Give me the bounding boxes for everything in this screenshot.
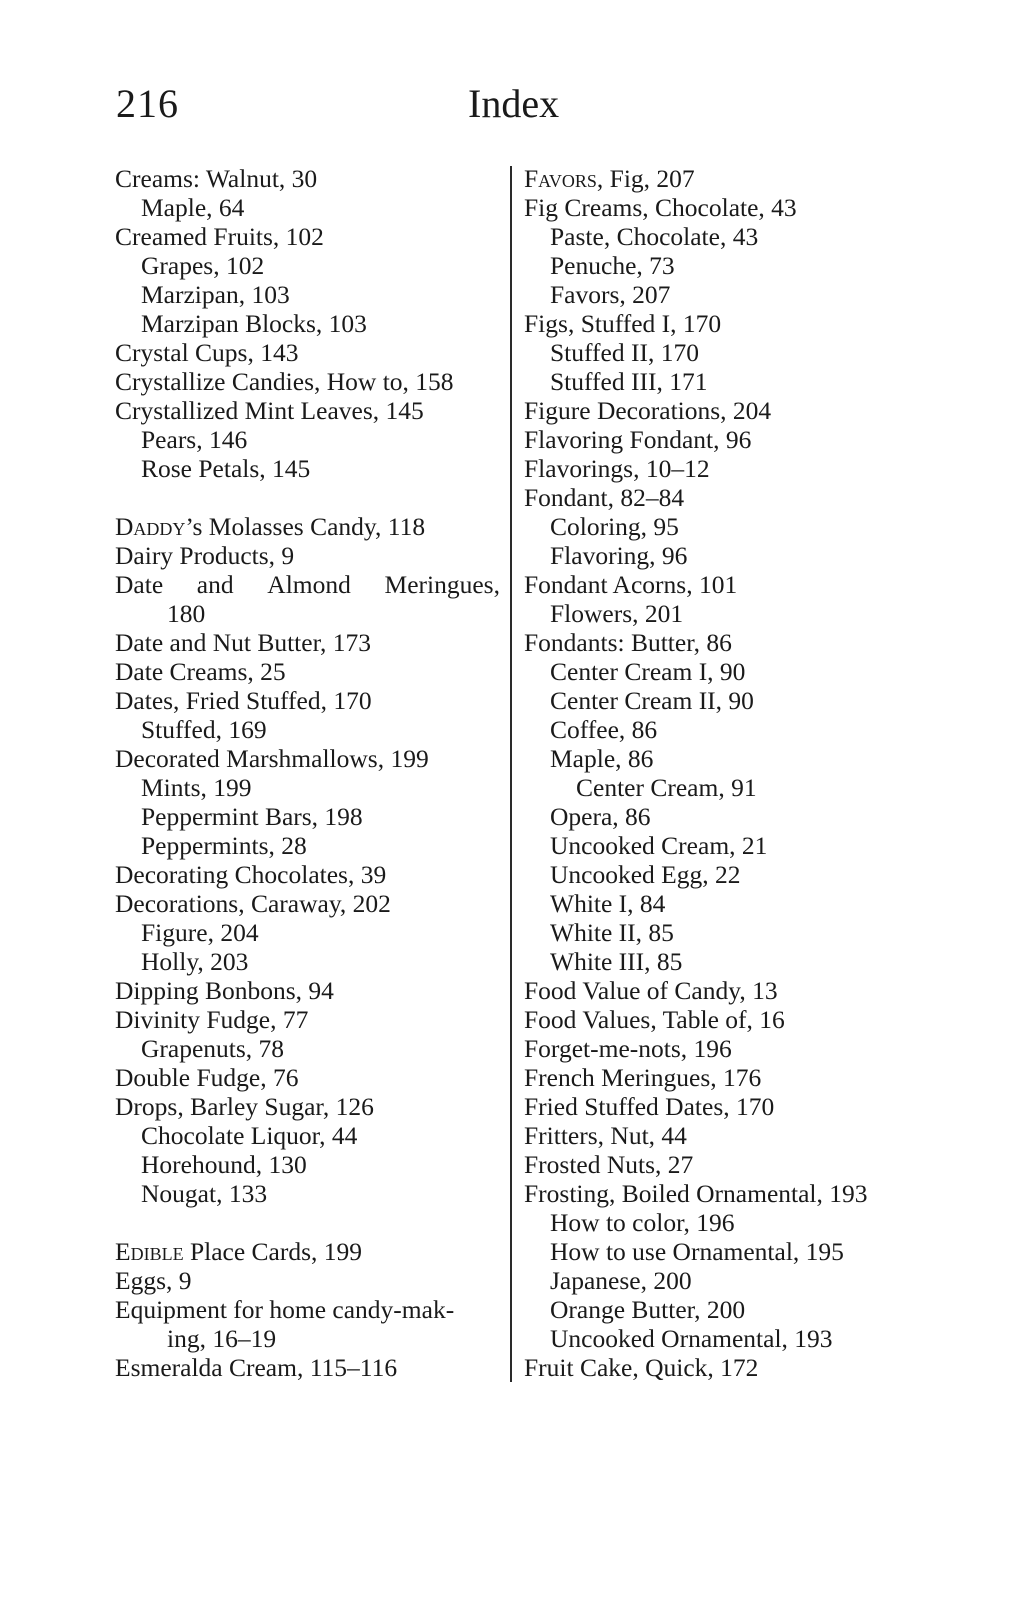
index-entry-text: Penuche, 73 [550,251,675,280]
index-entry-text: Crystallized Mint Leaves, 145 [115,396,424,425]
justified-word: Date [115,570,164,599]
index-entry-text: How to color, 196 [550,1208,735,1237]
index-entry-text: Dairy Products, 9 [115,541,295,570]
index-entry [115,1005,505,1034]
index-entry [115,1034,505,1063]
index-entry [524,715,924,744]
index-entry-text: Place Cards, 199 [183,1237,363,1266]
index-entry [524,541,924,570]
index-entry [115,193,505,222]
index-entry [524,802,924,831]
index-entry [524,454,924,483]
index-entry-text: Center Cream II, 90 [550,686,754,715]
index-entry-text: Food Value of Candy, 13 [524,976,778,1005]
index-entry [524,599,924,628]
index-entry [115,947,505,976]
justified-word: and [196,570,234,599]
index-entry-text: Pears, 146 [141,425,248,454]
index-entry [115,744,505,773]
index-entry-text: Flowers, 201 [550,599,684,628]
index-entry-text: Holly, 203 [141,947,249,976]
index-entry [115,1121,505,1150]
index-entry [115,889,505,918]
index-entry-text: Figure Decorations, 204 [524,396,772,425]
index-entry-text: Fondant, 82–84 [524,483,685,512]
index-entry [524,425,924,454]
index-entry-text: Dates, Fried Stuffed, 170 [115,686,372,715]
index-entry-text: Crystal Cups, 143 [115,338,299,367]
index-entry [524,1266,924,1295]
index-entry [524,367,924,396]
index-entry [115,657,505,686]
index-entry [524,1237,924,1266]
index-entry [115,425,505,454]
index-entry-text: Divinity Fudge, 77 [115,1005,309,1034]
index-entry [115,454,505,483]
index-entry-text: Mints, 199 [141,773,252,802]
index-entry [524,947,924,976]
index-entry [115,396,505,425]
index-entry [115,1179,505,1208]
index-entry-text: Peppermints, 28 [141,831,307,860]
index-entry-text: French Meringues, 176 [524,1063,762,1092]
index-entry-text: Date Creams, 25 [115,657,286,686]
index-entry-text: Nougat, 133 [141,1179,268,1208]
index-entry-text: Fondants: Butter, 86 [524,628,732,657]
index-entry-text: Coloring, 95 [550,512,679,541]
index-entry [524,657,924,686]
index-entry [115,164,505,193]
index-entry-text: Flavoring, 96 [550,541,688,570]
index-entry [115,570,505,599]
index-entry [524,1324,924,1353]
index-entry-text: Esmeralda Cream, 115–116 [115,1353,398,1382]
index-entry-text: Food Values, Table of, 16 [524,1005,785,1034]
index-entry [115,599,505,628]
index-entry [115,976,505,1005]
index-entry [115,831,505,860]
index-entry-text: Center Cream, 91 [576,773,757,802]
index-entry-text: Chocolate Liquor, 44 [141,1121,358,1150]
index-entry-text: 180 [167,599,206,628]
index-entry-text: Orange Butter, 200 [550,1295,746,1324]
justified-word: Almond [267,570,351,599]
index-entry-text: ’s Molasses Candy, 118 [185,512,426,541]
index-entry-lead: Favors [524,164,597,193]
index-entry-text: , Fig, 207 [596,164,695,193]
index-entry-text: How to use Ornamental, 195 [550,1237,844,1266]
index-entry [524,1179,924,1208]
index-entry-text: Fruit Cake, Quick, 172 [524,1353,759,1382]
page-title: Index [468,81,560,126]
index-entry [115,1063,505,1092]
index-entry-text: Favors, 207 [550,280,671,309]
index-entry-text [115,570,500,599]
index-entry-text: Maple, 64 [141,193,245,222]
index-entry-text: Maple, 86 [550,744,654,773]
index-entry-text: Stuffed III, 171 [550,367,708,396]
index-entry-text: Horehound, 130 [141,1150,307,1179]
index-entry [115,1266,505,1295]
index-entry [524,1121,924,1150]
index-entry [115,338,505,367]
index-entry [524,1150,924,1179]
index-entry-text: Eggs, 9 [115,1266,192,1295]
index-entry-text: Stuffed II, 170 [550,338,699,367]
index-entry [524,1092,924,1121]
index-entry-text: Decorations, Caraway, 202 [115,889,391,918]
index-entry [524,1005,924,1034]
index-entry-text: Figure, 204 [141,918,259,947]
index-entry [524,396,924,425]
index-entry-text: Stuffed, 169 [141,715,267,744]
index-entry [524,889,924,918]
index-entry [524,1034,924,1063]
index-entry [115,628,505,657]
index-entry [524,338,924,367]
index-entry-text: Flavoring Fondant, 96 [524,425,752,454]
index-entry-text: Fig Creams, Chocolate, 43 [524,193,797,222]
index-entry [115,1353,505,1382]
index-entry-text: Marzipan Blocks, 103 [141,309,367,338]
index-entry [524,222,924,251]
index-entry-text: Paste, Chocolate, 43 [550,222,759,251]
index-entry-text: Uncooked Cream, 21 [550,831,768,860]
index-entry-text: Fondant Acorns, 101 [524,570,738,599]
index-entry-text: Peppermint Bars, 198 [141,802,363,831]
index-entry [524,860,924,889]
index-entry-text: Decorating Chocolates, 39 [115,860,387,889]
index-entry [115,1295,505,1324]
index-entry [115,367,505,396]
index-entry-text: Decorated Marshmallows, 199 [115,744,429,773]
index-entry [524,193,924,222]
index-entry [524,1295,924,1324]
index-entry [115,918,505,947]
index-entry [115,280,505,309]
index-entry [524,1353,924,1382]
index-entry-text: Opera, 86 [550,802,651,831]
index-entry [115,1237,505,1266]
index-entry-text: ing, 16–19 [167,1324,277,1353]
index-entry-text: Rose Petals, 145 [141,454,311,483]
index-entry [524,164,924,193]
index-column-left [115,164,505,1382]
index-entry-text: Figs, Stuffed I, 170 [524,309,722,338]
index-entry [115,512,505,541]
index-entry-text: Crystallize Candies, How to, 158 [115,367,454,396]
index-entry [115,222,505,251]
page-number: 216 [116,81,179,126]
index-entry-text: Creams: Walnut, 30 [115,164,318,193]
index-entry-text: Frosting, Boiled Ornamental, 193 [524,1179,868,1208]
index-entry-text: Forget-me-nots, 196 [524,1034,732,1063]
index-entry [524,831,924,860]
index-entry-text: Coffee, 86 [550,715,658,744]
index-column-right [524,164,924,1382]
index-entry [524,309,924,338]
index-entry [115,686,505,715]
justified-word: Meringues, [384,570,500,599]
index-entry-text: Fritters, Nut, 44 [524,1121,687,1150]
index-entry [115,1092,505,1121]
index-entry [115,860,505,889]
index-entry [115,773,505,802]
index-entry-text: Grapenuts, 78 [141,1034,285,1063]
index-entry [524,251,924,280]
index-entry-text: Uncooked Ornamental, 193 [550,1324,833,1353]
index-entry [115,541,505,570]
index-entry [524,686,924,715]
index-entry [115,251,505,280]
index-entry [115,715,505,744]
index-entry-text: Uncooked Egg, 22 [550,860,741,889]
index-entry [115,1150,505,1179]
column-divider [510,166,512,1382]
index-entry-text: Dipping Bonbons, 94 [115,976,334,1005]
index-entry-text: Equipment for home candy-mak- [115,1295,455,1324]
index-entry [524,512,924,541]
index-entry-text: Drops, Barley Sugar, 126 [115,1092,374,1121]
index-entry [524,280,924,309]
index-entry-text: White I, 84 [550,889,666,918]
index-entry [524,570,924,599]
index-entry [524,976,924,1005]
index-entry-text: White II, 85 [550,918,674,947]
index-entry [524,744,924,773]
index-entry [115,309,505,338]
index-entry [524,918,924,947]
index-entry [524,1063,924,1092]
index-entry [115,1324,505,1353]
index-entry-text: Double Fudge, 76 [115,1063,299,1092]
index-entry-text: Frosted Nuts, 27 [524,1150,694,1179]
index-entry-text: Date and Nut Butter, 173 [115,628,372,657]
index-entry [524,628,924,657]
index-entry-text: Center Cream I, 90 [550,657,746,686]
index-entry-text: Grapes, 102 [141,251,265,280]
index-entry [115,802,505,831]
index-entry [524,773,924,802]
index-entry-text: Creamed Fruits, 102 [115,222,324,251]
index-entry-text: Marzipan, 103 [141,280,290,309]
index-entry-lead: Daddy [115,512,186,541]
index-entry-text: Flavorings, 10–12 [524,454,710,483]
index-entry [524,483,924,512]
index-entry-text: Japanese, 200 [550,1266,692,1295]
index-entry-text: Fried Stuffed Dates, 170 [524,1092,775,1121]
index-entry-text: White III, 85 [550,947,683,976]
index-entry [524,1208,924,1237]
index-entry-lead: Edible [115,1237,184,1266]
